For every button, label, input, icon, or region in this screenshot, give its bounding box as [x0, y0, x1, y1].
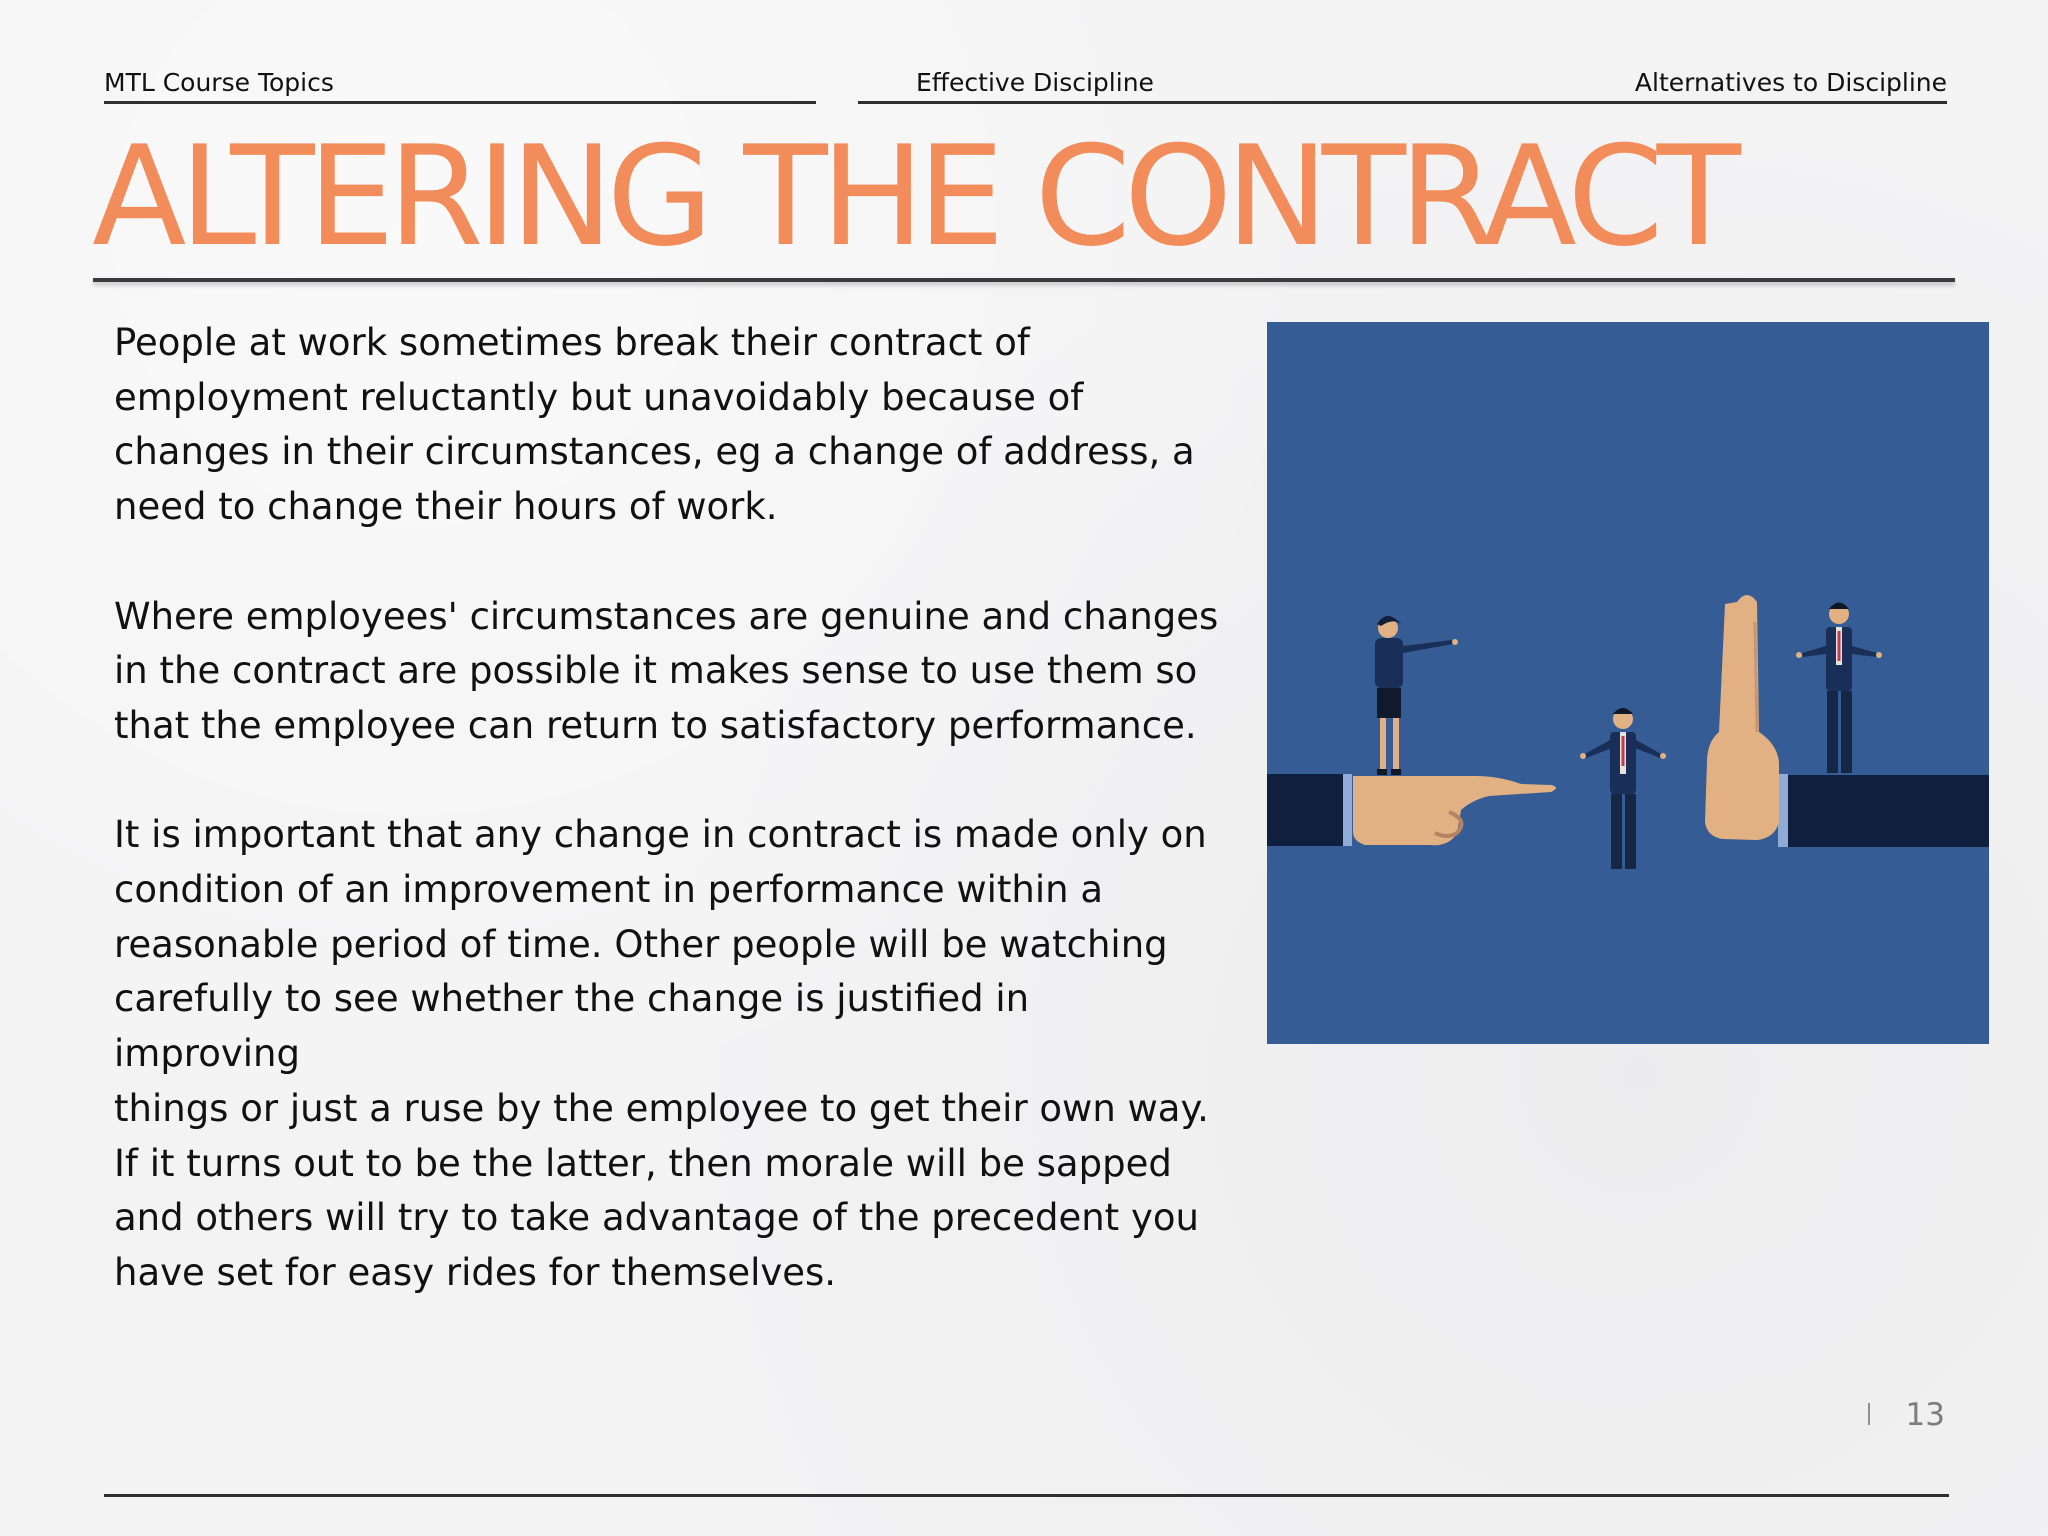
- contract-illustration-svg: [1267, 322, 1989, 1044]
- slide-title: ALTERING THE CONTRACT: [92, 116, 1734, 277]
- header-topic-left: MTL Course Topics: [104, 66, 816, 104]
- contract-illustration: [1267, 322, 1989, 1044]
- body-text: [114, 316, 1222, 1301]
- title-divider: [93, 278, 1955, 282]
- body-paragraph-1: People at work sometimes break their contract of employment reluctantly but unavoidably because of changes in their circumstances, eg a change of address, a need to change their hours of work.: [114, 321, 1195, 529]
- footer-divider: [104, 1494, 1949, 1497]
- body-paragraph-3: It is important that any change in contract is made only on condition of an improvement in performance within a reasonable period of time. Other people will be watching carefully to see whether the change is justified in improving things or just a ruse by the employee to get their own way. If it turns out to be the latter, then morale will be sapped and others will try to take advantage of the precedent you have set for easy rides for themselves.: [114, 813, 1209, 1294]
- body-paragraph-2: Where employees' circumstances are genuine and changes in the contract are possible it makes sense to use them so that the employee can return to satisfactory performance.: [114, 594, 1219, 747]
- page-number: 13: [1905, 1397, 1945, 1433]
- header-topic-middle: Effective Discipline: [858, 66, 1947, 104]
- page-number-marker: [1868, 1403, 1870, 1425]
- header-topic-right: Alternatives to Discipline: [1634, 68, 1947, 97]
